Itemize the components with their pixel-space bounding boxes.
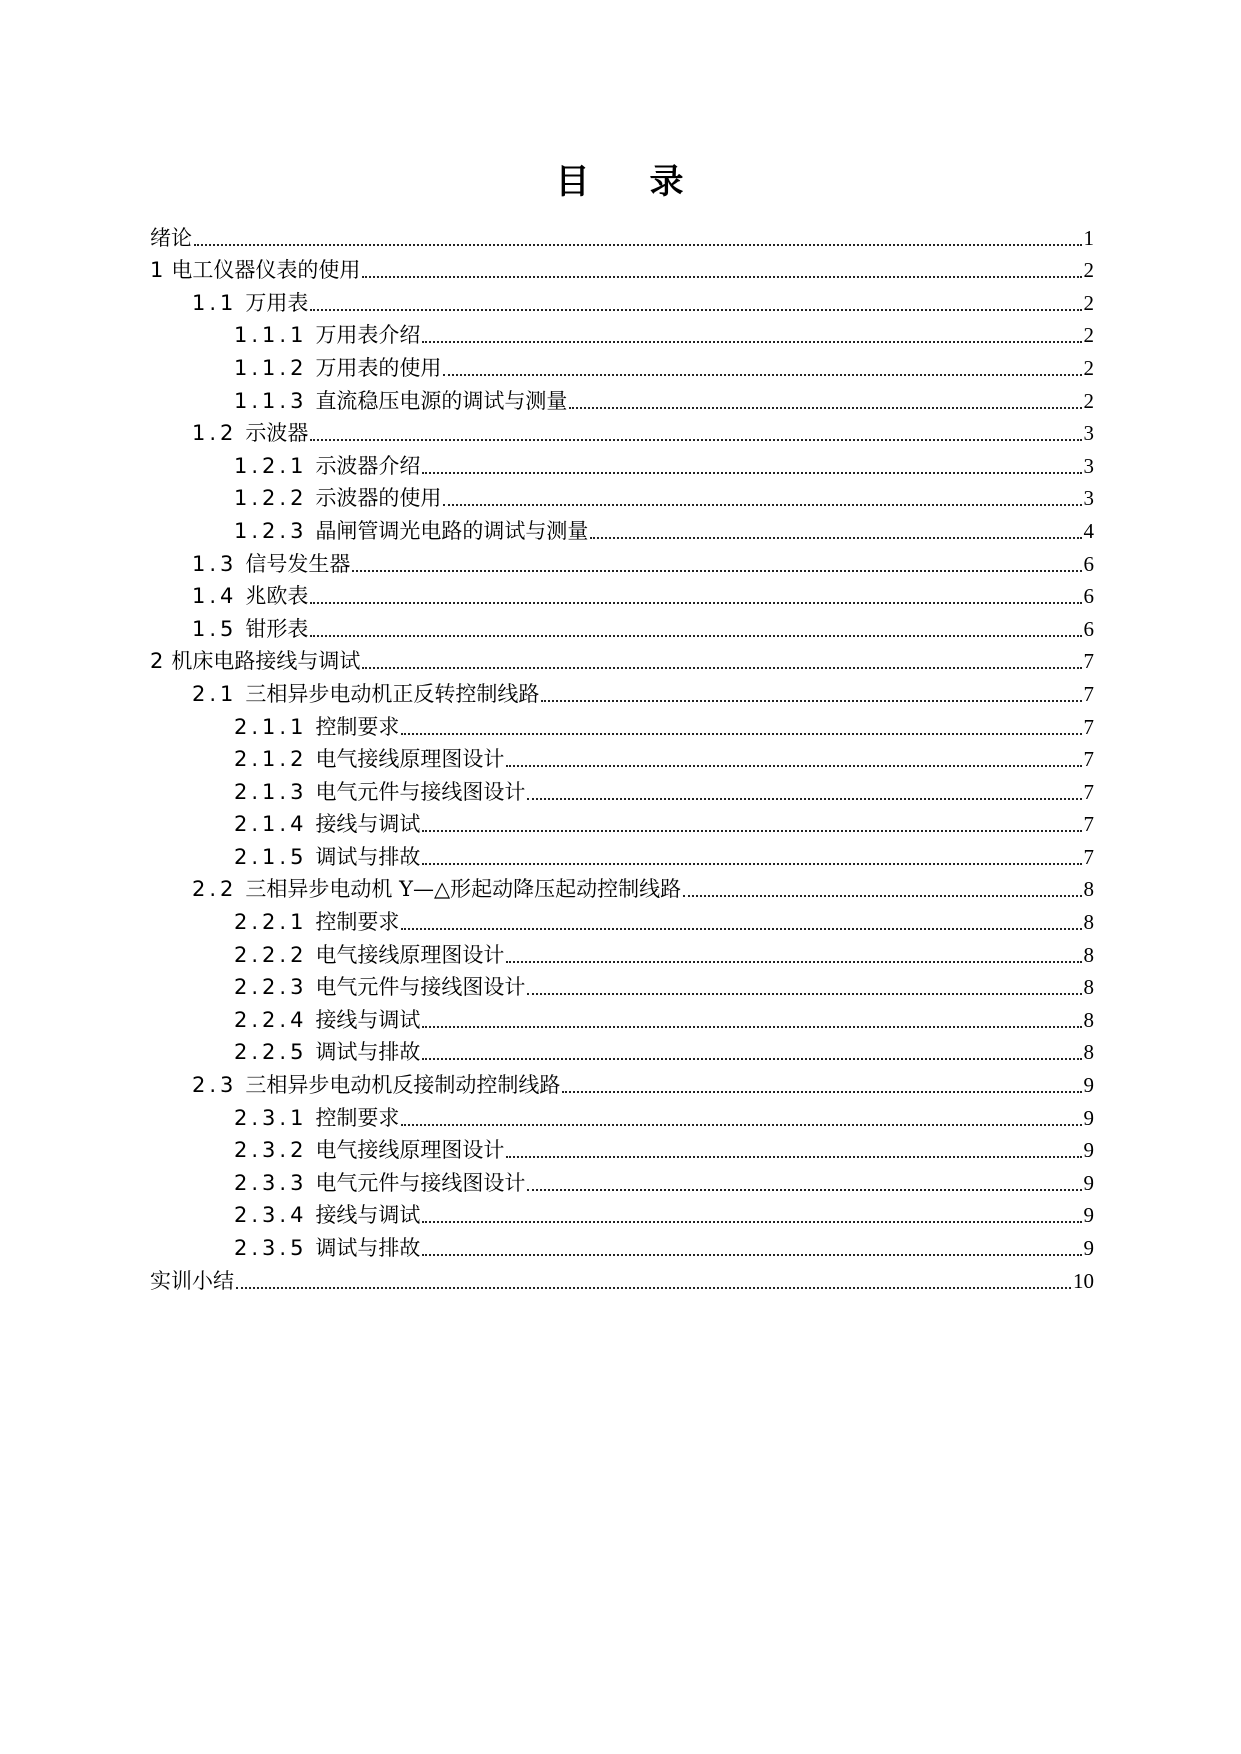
dot-leader: [422, 863, 1081, 865]
toc-entry[interactable]: [150, 381, 1094, 414]
toc-entry-title: 示波器: [245, 421, 309, 446]
toc-entry-page-number: 8: [1083, 1007, 1094, 1032]
toc-entry-page-number: 8: [1083, 1040, 1094, 1065]
toc-entry-page-number: 7: [1083, 681, 1094, 706]
toc-entry-title: 直流稳压电源的调试与测量: [315, 388, 568, 413]
dot-leader: [506, 765, 1081, 767]
toc-entry-page-number: 9: [1083, 1170, 1094, 1195]
toc-entry-number: 2.1.5: [234, 844, 308, 869]
dot-leader: [362, 276, 1081, 278]
dot-leader: [569, 407, 1081, 409]
dot-leader: [352, 570, 1081, 572]
toc-entry-number: 1.5: [192, 616, 238, 641]
toc-entry-number: 2.3.4: [234, 1203, 308, 1228]
toc-entry-title: 信号发生器: [245, 551, 351, 576]
toc-entry-page-number: 2: [1083, 355, 1094, 380]
toc-entry[interactable]: [150, 283, 1094, 316]
toc-entry[interactable]: [150, 968, 1094, 1001]
toc-entry-title: 电工仪器仪表的使用: [171, 258, 361, 283]
toc-entry[interactable]: [150, 1033, 1094, 1066]
toc-entry-number: 2.3.5: [234, 1236, 308, 1260]
toc-entry-title: 万用表介绍: [315, 323, 421, 348]
dot-leader: [236, 1287, 1071, 1289]
dot-leader: [541, 700, 1081, 702]
toc-entry-number: 2.1: [192, 681, 238, 706]
dot-leader: [310, 439, 1081, 441]
dot-leader: [422, 1221, 1081, 1223]
dot-leader: [443, 374, 1081, 376]
toc-entry-number: 2.3: [192, 1073, 238, 1098]
toc-entry-title: 接线与调试: [315, 812, 421, 837]
toc-entry-page-number: 10: [1073, 1268, 1094, 1293]
dot-leader: [422, 1058, 1081, 1060]
toc-entry-page-number: 2: [1083, 323, 1094, 348]
dot-leader: [590, 537, 1081, 539]
toc-entry-title: 三相异步电动机 Y—△形起动降压起动控制线路: [245, 877, 682, 902]
toc-entry-number: 2.2.5: [234, 1040, 308, 1065]
toc-entry-title: 调试与排故: [315, 1236, 421, 1260]
toc-entry-title: 三相异步电动机反接制动控制线路: [245, 1073, 561, 1098]
toc-entry-title: 控制要求: [315, 910, 400, 935]
toc-entry-title: 实训小结: [150, 1268, 234, 1293]
toc-entry-title: 电气接线原理图设计: [315, 747, 505, 772]
toc-entry-title: 万用表的使用: [315, 355, 442, 380]
toc-entry-page-number: 9: [1083, 1236, 1094, 1260]
toc-entry-number: 2.3.1: [234, 1105, 308, 1130]
toc-entry[interactable]: [150, 1261, 1094, 1294]
toc-entry-page-number: 3: [1083, 453, 1094, 478]
toc-entry-title: 调试与排故: [315, 1040, 421, 1065]
toc-entry-title: 三相异步电动机正反转控制线路: [245, 681, 540, 706]
toc-entry-page-number: 7: [1083, 844, 1094, 869]
dot-leader: [527, 993, 1081, 995]
dot-leader: [683, 895, 1081, 897]
toc-entry[interactable]: [150, 1000, 1094, 1033]
toc-entry-number: 2: [150, 649, 164, 674]
dot-leader: [310, 635, 1081, 637]
toc-entry-page-number: 3: [1083, 421, 1094, 446]
toc-entry-page-number: 8: [1083, 975, 1094, 1000]
toc-entry[interactable]: [150, 218, 1094, 251]
toc-entry-title: 机床电路接线与调试: [171, 649, 361, 674]
toc-entry-number: 1: [150, 258, 164, 283]
toc-entry-page-number: 2: [1083, 258, 1094, 283]
toc-title: [0, 160, 1241, 204]
toc-entry-number: 1.2.1: [234, 453, 308, 478]
dot-leader: [527, 798, 1081, 800]
toc-entry-number: 1.3: [192, 551, 238, 576]
toc-entry[interactable]: [150, 837, 1094, 870]
toc-entry-number: 1.2.2: [234, 486, 308, 511]
toc-entry-title: 钳形表: [245, 616, 309, 641]
dot-leader: [310, 309, 1081, 311]
toc-entry-number: 2.1.1: [234, 714, 308, 739]
toc-entry-page-number: 6: [1083, 616, 1094, 641]
toc-entry[interactable]: [150, 1196, 1094, 1229]
toc-entry-title: 兆欧表: [245, 584, 309, 609]
toc-entry-page-number: 2: [1083, 290, 1094, 315]
dot-leader: [527, 1189, 1081, 1191]
toc-entry-number: 1.2.3: [234, 518, 308, 543]
toc-entry-number: 2.2.1: [234, 910, 308, 935]
toc-entry-title: 晶闸管调光电路的调试与测量: [315, 518, 589, 543]
toc-entry-page-number: 9: [1083, 1203, 1094, 1228]
toc-entry-number: 2.1.2: [234, 747, 308, 772]
toc-entry-number: 1.2: [192, 421, 238, 446]
toc-entry[interactable]: [150, 1098, 1094, 1131]
toc-entry-page-number: 3: [1083, 486, 1094, 511]
toc-entry-number: 2.2: [192, 877, 238, 902]
toc-entry-page-number: 9: [1083, 1105, 1094, 1130]
toc-entry-number: 1.4: [192, 584, 238, 609]
toc-entry-title: 调试与排故: [315, 844, 421, 869]
toc-entry[interactable]: [150, 1065, 1094, 1098]
dot-leader: [310, 602, 1081, 604]
dot-leader: [422, 1026, 1081, 1028]
toc-entry[interactable]: [150, 1228, 1094, 1261]
toc-entry-title: 万用表: [245, 290, 309, 315]
toc-entry[interactable]: [150, 511, 1094, 544]
toc-title-right: 录: [649, 162, 686, 202]
dot-leader: [401, 733, 1081, 735]
toc-entry-number: 2.3.2: [234, 1138, 308, 1163]
toc-entry-number: 1.1.2: [234, 355, 308, 380]
toc-entry-number: 2.2.4: [234, 1007, 308, 1032]
dot-leader: [362, 667, 1081, 669]
toc-entry-page-number: 9: [1083, 1073, 1094, 1098]
toc-entry-number: 1.1.3: [234, 388, 308, 413]
toc-entry[interactable]: [150, 414, 1094, 447]
toc-entry-page-number: 7: [1083, 714, 1094, 739]
toc-entry-title: 接线与调试: [315, 1203, 421, 1228]
toc-entry-title: 示波器的使用: [315, 486, 442, 511]
toc-entry-number: 1.1: [192, 290, 238, 315]
toc-entry-page-number: 2: [1083, 388, 1094, 413]
dot-leader: [562, 1091, 1081, 1093]
table-of-contents: [150, 218, 1094, 1294]
toc-entry[interactable]: [150, 870, 1094, 903]
toc-entry[interactable]: [150, 577, 1094, 610]
toc-entry-page-number: 1: [1083, 225, 1094, 250]
toc-entry-title: 绪论: [150, 225, 192, 250]
toc-entry[interactable]: [150, 740, 1094, 773]
toc-entry-page-number: 7: [1083, 747, 1094, 772]
dot-leader: [506, 1156, 1081, 1158]
toc-entry[interactable]: [150, 1163, 1094, 1196]
toc-entry-page-number: 6: [1083, 584, 1094, 609]
toc-entry[interactable]: [150, 707, 1094, 740]
dot-leader: [422, 472, 1081, 474]
toc-entry-number: 1.1.1: [234, 323, 308, 348]
toc-entry-title: 接线与调试: [315, 1007, 421, 1032]
dot-leader: [422, 341, 1081, 343]
toc-entry-number: 2.1.4: [234, 812, 308, 837]
dot-leader: [401, 928, 1081, 930]
toc-entry-number: 2.2.3: [234, 975, 308, 1000]
toc-entry-page-number: 8: [1083, 910, 1094, 935]
toc-entry-page-number: 7: [1083, 779, 1094, 804]
toc-entry[interactable]: [150, 446, 1094, 479]
toc-entry-page-number: 8: [1083, 942, 1094, 967]
toc-entry-number: 2.2.2: [234, 942, 308, 967]
toc-entry-page-number: 7: [1083, 649, 1094, 674]
toc-entry[interactable]: [150, 479, 1094, 512]
toc-entry[interactable]: [150, 251, 1094, 284]
toc-entry[interactable]: [150, 674, 1094, 707]
toc-entry[interactable]: [150, 642, 1094, 675]
toc-entry-title: 电气元件与接线图设计: [315, 779, 526, 804]
toc-entry[interactable]: [150, 902, 1094, 935]
dot-leader: [194, 244, 1082, 246]
toc-entry-title: 控制要求: [315, 1105, 400, 1130]
toc-entry[interactable]: [150, 935, 1094, 968]
toc-entry-title: 电气接线原理图设计: [315, 942, 505, 967]
toc-entry-title: 电气元件与接线图设计: [315, 975, 526, 1000]
toc-entry[interactable]: [150, 805, 1094, 838]
toc-entry-page-number: 6: [1083, 551, 1094, 576]
toc-entry[interactable]: [150, 1131, 1094, 1164]
toc-title-left: 目: [555, 162, 592, 202]
toc-entry[interactable]: [150, 772, 1094, 805]
toc-entry[interactable]: [150, 544, 1094, 577]
toc-entry-title: 示波器介绍: [315, 453, 421, 478]
dot-leader: [422, 1254, 1081, 1256]
dot-leader: [422, 830, 1081, 832]
toc-entry[interactable]: [150, 316, 1094, 349]
dot-leader: [506, 961, 1081, 963]
toc-entry-title: 电气接线原理图设计: [315, 1138, 505, 1163]
toc-entry-title: 电气元件与接线图设计: [315, 1170, 526, 1195]
toc-entry-page-number: 4: [1083, 518, 1094, 543]
toc-entry-number: 2.3.3: [234, 1170, 308, 1195]
toc-entry[interactable]: [150, 609, 1094, 642]
toc-entry-page-number: 9: [1083, 1138, 1094, 1163]
toc-entry-page-number: 8: [1083, 877, 1094, 902]
toc-entry-number: 2.1.3: [234, 779, 308, 804]
dot-leader: [401, 1124, 1081, 1126]
toc-entry[interactable]: [150, 348, 1094, 381]
dot-leader: [443, 504, 1081, 506]
toc-entry-title: 控制要求: [315, 714, 400, 739]
toc-entry-page-number: 7: [1083, 812, 1094, 837]
